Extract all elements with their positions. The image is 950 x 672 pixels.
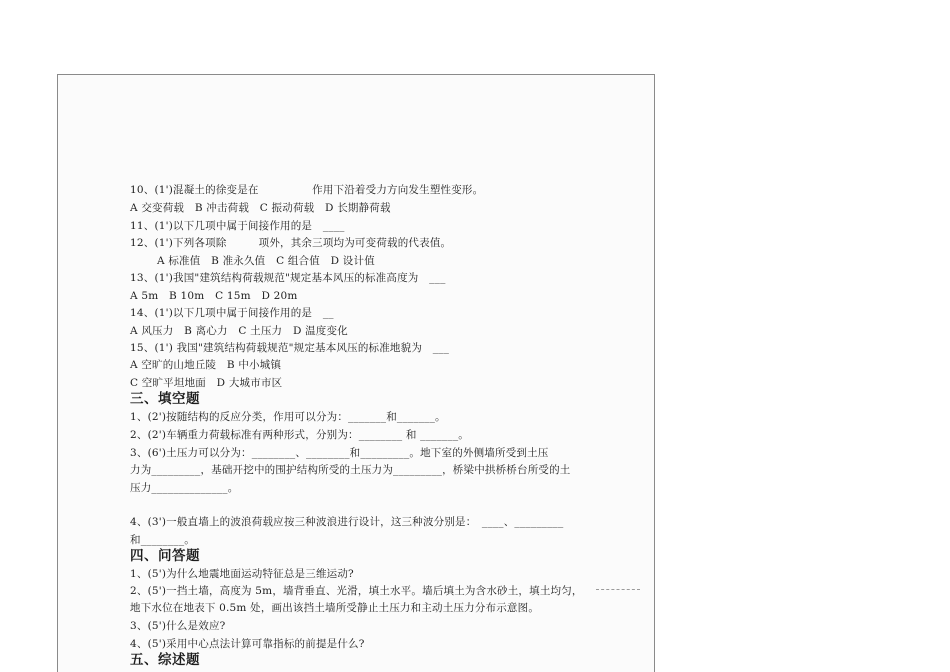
question-15-options-b: C 空旷平坦地面 D 大城市市区 — [130, 377, 283, 389]
question-12: 12、(1')下列各项除 项外，其余三项均为可变荷载的代表值。 — [130, 237, 452, 249]
question-10-options: A 交变荷载 B 冲击荷载 C 振动荷载 D 长期静荷载 — [130, 202, 391, 214]
answer-question-4: 4、(5')采用中心点法计算可靠指标的前提是什么? — [130, 638, 365, 650]
question-10: 10、(1')混凝土的徐变是在 作用下沿着受力方向发生塑性变形。 — [130, 184, 484, 196]
fill-question-1: 1、(2')按随结构的反应分类，作用可以分为：_______和_______。 — [130, 411, 446, 423]
section-3-heading: 三、填空题 — [130, 391, 200, 407]
question-11: 11、(1')以下几项中属于间接作用的是 ____ — [130, 220, 345, 232]
scan-artifact-dash — [596, 589, 640, 590]
question-14: 14、(1')以下几项中属于间接作用的是 __ — [130, 307, 334, 319]
section-5-heading: 五、综述题 — [130, 652, 200, 668]
fill-question-3-line-1: 3、(6')土压力可以分为：________、________和_________。地下室的外侧墙所受到土压 — [130, 447, 549, 459]
fill-question-3-line-3: 压力______________。 — [130, 482, 239, 494]
answer-question-1: 1、(5')为什么地震地面运动特征总是三维运动? — [130, 568, 354, 580]
answer-question-2-line-2: 地下水位在地表下 0.5m 处，画出该挡土墙所受静止土压力和主动土压力分布示意图。 — [130, 602, 540, 614]
question-13: 13、(1')我国"建筑结构荷载规范"规定基本风压的标准高度为 ___ — [130, 272, 446, 284]
fill-question-3-line-2: 力为_________，基础开挖中的围护结构所受的土压力为_________，桥梁中拱桥桥台所受的土 — [130, 464, 571, 476]
section-4-heading: 四、问答题 — [130, 548, 200, 564]
question-12-options: A 标准值 B 准永久值 C 组合值 D 设计值 — [157, 255, 375, 267]
answer-question-2-line-1: 2、(5')一挡土墙，高度为 5m，墙背垂直、光滑，填土水平。墙后填土为含水砂土，填土均匀， — [130, 585, 583, 597]
scanned-exam-page — [57, 74, 655, 672]
question-15-options-a: A 空旷的山地丘陵 B 中小城镇 — [130, 359, 282, 371]
question-14-options: A 风压力 B 离心力 C 土压力 D 温度变化 — [130, 325, 348, 337]
fill-question-4-line-1: 4、(3')一般直墙上的波浪荷载应按三种波浪进行设计，这三种波分别是： ____、_________ — [130, 516, 564, 528]
answer-question-3: 3、(5')什么是效应? — [130, 620, 226, 632]
question-15: 15、(1') 我国"建筑结构荷载规范"规定基本风压的标准地貌为 ___ — [130, 342, 450, 354]
fill-question-2: 2、(2')车辆重力荷载标准有两种形式，分别为：________ 和 _______。 — [130, 429, 469, 441]
question-13-options: A 5m B 10m C 15m D 20m — [130, 290, 298, 302]
fill-question-4-line-2: 和________。 — [130, 534, 195, 546]
